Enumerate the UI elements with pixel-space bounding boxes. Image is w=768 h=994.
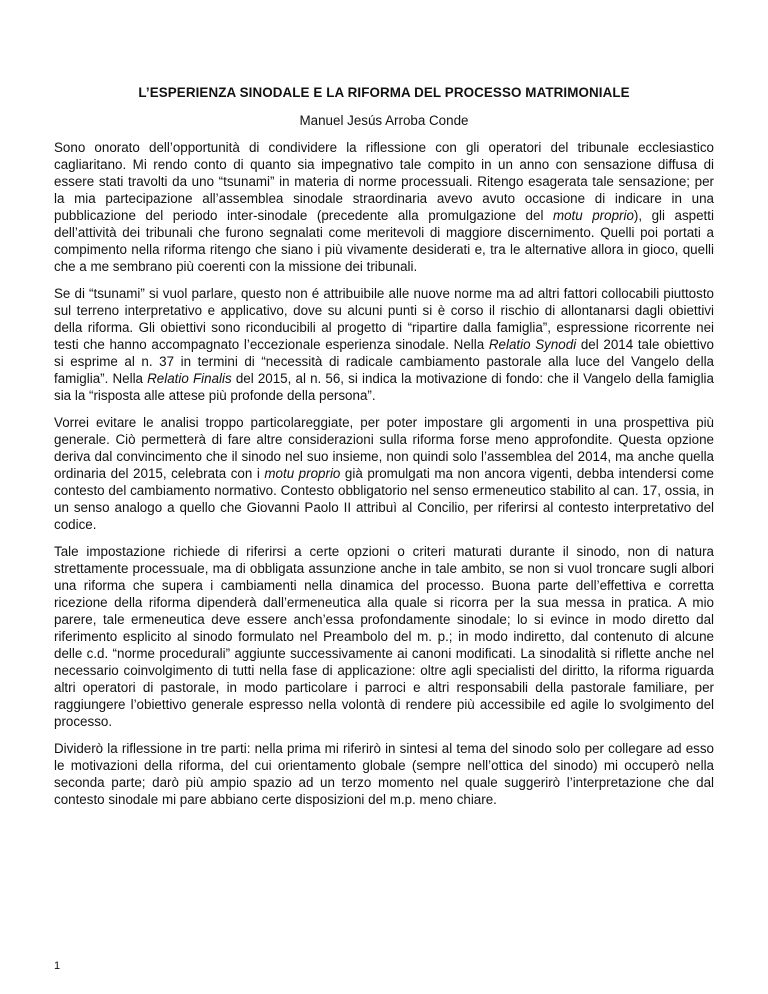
paragraph-text: Dividerò la riflessione in tre parti: nella prima mi riferirò in sintesi al tema del sinodo solo per collegare ad esso le motivazioni della riforma, del cui orientamento globale (sempre nell’ottica del sinodo) mi occuperò nella seconda parte; darò più ampio spazio ad un terzo momento nel quale suggerirò l’interpretazione che dal contesto sinodale mi pare abbiano certe disposizioni del m.p. meno chiare. — [54, 741, 714, 807]
document-author: Manuel Jesús Arroba Conde — [299, 113, 469, 128]
document-title: L’ESPERIENZA SINODALE E LA RIFORMA DEL PROCESSO MATRIMONIALE — [138, 85, 630, 100]
paragraph-text: Vorrei evitare le analisi troppo particolareggiate, per poter impostare gli argomenti in una prospettiva più generale. Ciò permetterà di fare altre considerazioni sulla riforma forse meno approfondite. Questa opzione deriva dal convincimento che il sinodo nel suo insieme, non quindi solo l’assemblea del 2014, ma anche quella ordinaria del 2015, celebrata con i — [54, 415, 714, 481]
page-number: 1 — [54, 960, 61, 972]
paragraph-text: Se di “tsunami” si vuol parlare, questo non é attribuibile alle nuove norme ma ad altri fattori collocabili piuttosto sul terreno interpretativo e applicativo, dove su alcuni punti si è corso il rischio di allontanarsi dagli obiettivi della riforma. Gli obiettivi sono riconducibili al progetto di “ripartire dalla famiglia”, espressione ricorrente nei testi che hanno accompagnato l’eccezionale esperienza sinodale. Nella — [54, 286, 714, 352]
paragraph-text: ), gli aspetti dell’attività dei tribunali che furono segnalati come meritevoli di maggiore discernimento. Quelli poi portati a compimento nella riforma ritengo che siano i più vivamente desiderati e, tra le alternative allora in gioco, quelli che a me sembrano più coerenti con la missione dei tribunali. — [54, 208, 714, 274]
paragraph-text: Sono onorato dell’opportunità di condividere la riflessione con gli operatori del tribunale ecclesiastico cagliaritano. Mi rendo conto di quanto sia impegnativo tale compito in un anno con sensazione diffusa di essere stati travolti da uno “tsunami” in materia di norme processuali. Ritengo esagerata tale sensazione; per la mia partecipazione all’assemblea sinodale straordinaria avevo avuto occasione di indicare in una pubblicazione del periodo inter-sinodale (precedente alla promulgazione del — [54, 140, 714, 223]
paragraph-italic-text: Relatio Synodi — [488, 337, 577, 352]
paragraph-text: del 2015, al n. 56, si indica la motivazione di fondo: che il Vangelo della famiglia sia la “risposta alle attese più profonde della persona”. — [54, 371, 714, 403]
paragraph-italic-text: motu proprio — [552, 208, 634, 223]
paragraph-text: già promulgati ma non ancora vigenti, debba intendersi come contesto del cambiamento normativo. Contesto obbligatorio nel senso ermeneutico stabilito al can. 17, ossia, in un senso analogo a quello che Giovanni Paolo II attribuì al Concilio, per riferirsi al contesto interpretativo del codice. — [54, 466, 714, 532]
paragraph-2 — [54, 285, 714, 404]
document-page — [54, 84, 714, 818]
paragraph-1 — [54, 139, 714, 275]
paragraph-5 — [54, 740, 714, 808]
paragraph-text: del 2014 tale obiettivo si esprime al n. 37 in termini di “necessità di radicale cambiamento pastorale alla luce del Vangelo della famiglia”. Nella — [54, 337, 714, 386]
paragraph-text: Tale impostazione richiede di riferirsi a certe opzioni o criteri maturati durante il sinodo, non di natura strettamente processuale, ma di obbligata assunzione anche in tale ambito, se non si vuol troncare sugli albori una riforma che supera i cambiamenti nella dinamica del processo. Buona parte dell’effettiva e corretta ricezione della riforma dipenderà dall’ermeneutica alla quale si ricorra per la sua messa in pratica. A mio parere, tale ermeneutica deve essere anch’essa profondamente sinodale; lo si evince in modo diretto dal riferimento esplicito al sinodo formulato nel Preambolo del m. p.; in modo indiretto, dal contenuto di alcune delle c.d. “norme procedurali” aggiunte successivamente ai canoni modificati. La sinodalità si riflette anche nel necessario coinvolgimento di tutti nella fase di applicazione: oltre agli specialisti del diritto, la riforma riguarda altri operatori di pastorale, in modo particolare i parroci e altri responsabili della pastorale familiare, per raggiungere l’obiettivo generale espresso nella volontà di rendere più accessibile ed agile lo svolgimento del processo. — [54, 544, 714, 729]
paragraph-3 — [54, 414, 714, 533]
paragraph-4 — [54, 543, 714, 730]
paragraph-italic-text: motu proprio — [264, 466, 341, 481]
paragraph-italic-text: Relatio Finalis — [147, 371, 232, 386]
